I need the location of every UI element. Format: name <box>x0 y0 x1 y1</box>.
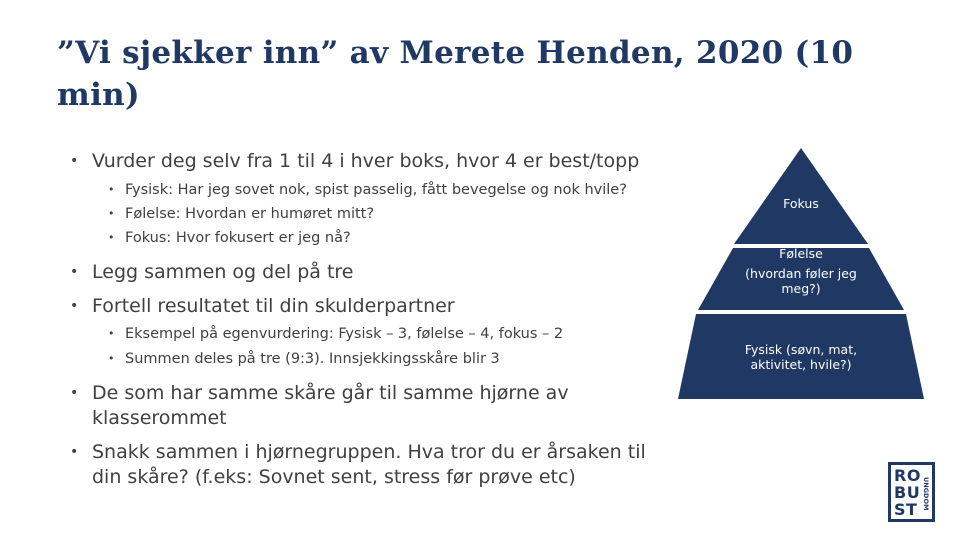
bullet-dot: • <box>108 352 115 365</box>
bullet-dot: • <box>70 444 79 460</box>
bullet-dot: • <box>70 298 79 314</box>
bullet-item <box>70 381 590 431</box>
sub-bullet-text: Summen deles på tre (9:3). Innsjekkingsskåre blir 3 <box>125 351 500 367</box>
bullet-dot: • <box>70 153 79 169</box>
bullet-dot: • <box>70 385 79 401</box>
robust-ungdom-logo <box>888 462 935 522</box>
bullet-dot: • <box>108 207 115 220</box>
bullet-dot: • <box>108 327 115 340</box>
sub-bullet-item <box>108 349 678 369</box>
bullet-dot: • <box>108 231 115 244</box>
sub-bullet-item <box>108 180 678 200</box>
bullet-text: De som har samme skåre går til samme hjørne av klasserommet <box>92 382 569 429</box>
bullet-text: Vurder deg selv fra 1 til 4 i hver boks, hvor 4 er best/topp <box>92 150 640 172</box>
sub-bullet-item <box>108 228 678 248</box>
bullet-item <box>70 440 670 490</box>
sub-bullet-text: Følelse: Hvordan er humøret mitt? <box>125 206 375 222</box>
logo-line: RO <box>894 466 921 485</box>
logo-line: ST <box>894 500 918 519</box>
pyramid-label-middle-sub: (hvordan føler jeg meg?) <box>745 266 857 296</box>
slide-title: ”Vi sjekker inn” av Merete Henden, 2020 (10 min) <box>57 35 854 113</box>
bullet-text: Fortell resultatet til din skulderpartner <box>92 295 455 317</box>
sub-bullet-item <box>108 324 678 344</box>
bullet-text: Legg sammen og del på tre <box>92 261 354 283</box>
bullet-dot: • <box>70 264 79 280</box>
bullet-item <box>70 149 670 174</box>
logo-side-text: UNGDOM <box>922 477 930 511</box>
bullet-item <box>70 260 670 285</box>
wellbeing-pyramid <box>676 146 926 406</box>
sub-bullet-text: Fokus: Hvor fokusert er jeg nå? <box>125 230 351 246</box>
pyramid-label-top: Fokus <box>783 196 819 211</box>
bullet-text: Snakk sammen i hjørnegruppen. Hva tror du er årsaken til din skåre? (f.eks: Sovnet sent, stress før prøve etc) <box>92 441 646 488</box>
logo-letters <box>894 467 921 518</box>
bullet-dot: • <box>108 183 115 196</box>
logo-line: BU <box>894 483 921 502</box>
sub-bullet-text: Fysisk: Har jeg sovet nok, spist passelig, fått bevegelse og nok hvile? <box>125 182 627 198</box>
sub-bullet-text: Eksempel på egenvurdering: Fysisk – 3, følelse – 4, fokus – 2 <box>125 326 564 342</box>
sub-bullet-item <box>108 204 678 224</box>
bullet-item <box>70 294 670 319</box>
pyramid-label-bottom: Fysisk (søvn, mat, aktivitet, hvile?) <box>744 342 858 372</box>
pyramid-label-middle-title: Følelse <box>779 246 823 261</box>
